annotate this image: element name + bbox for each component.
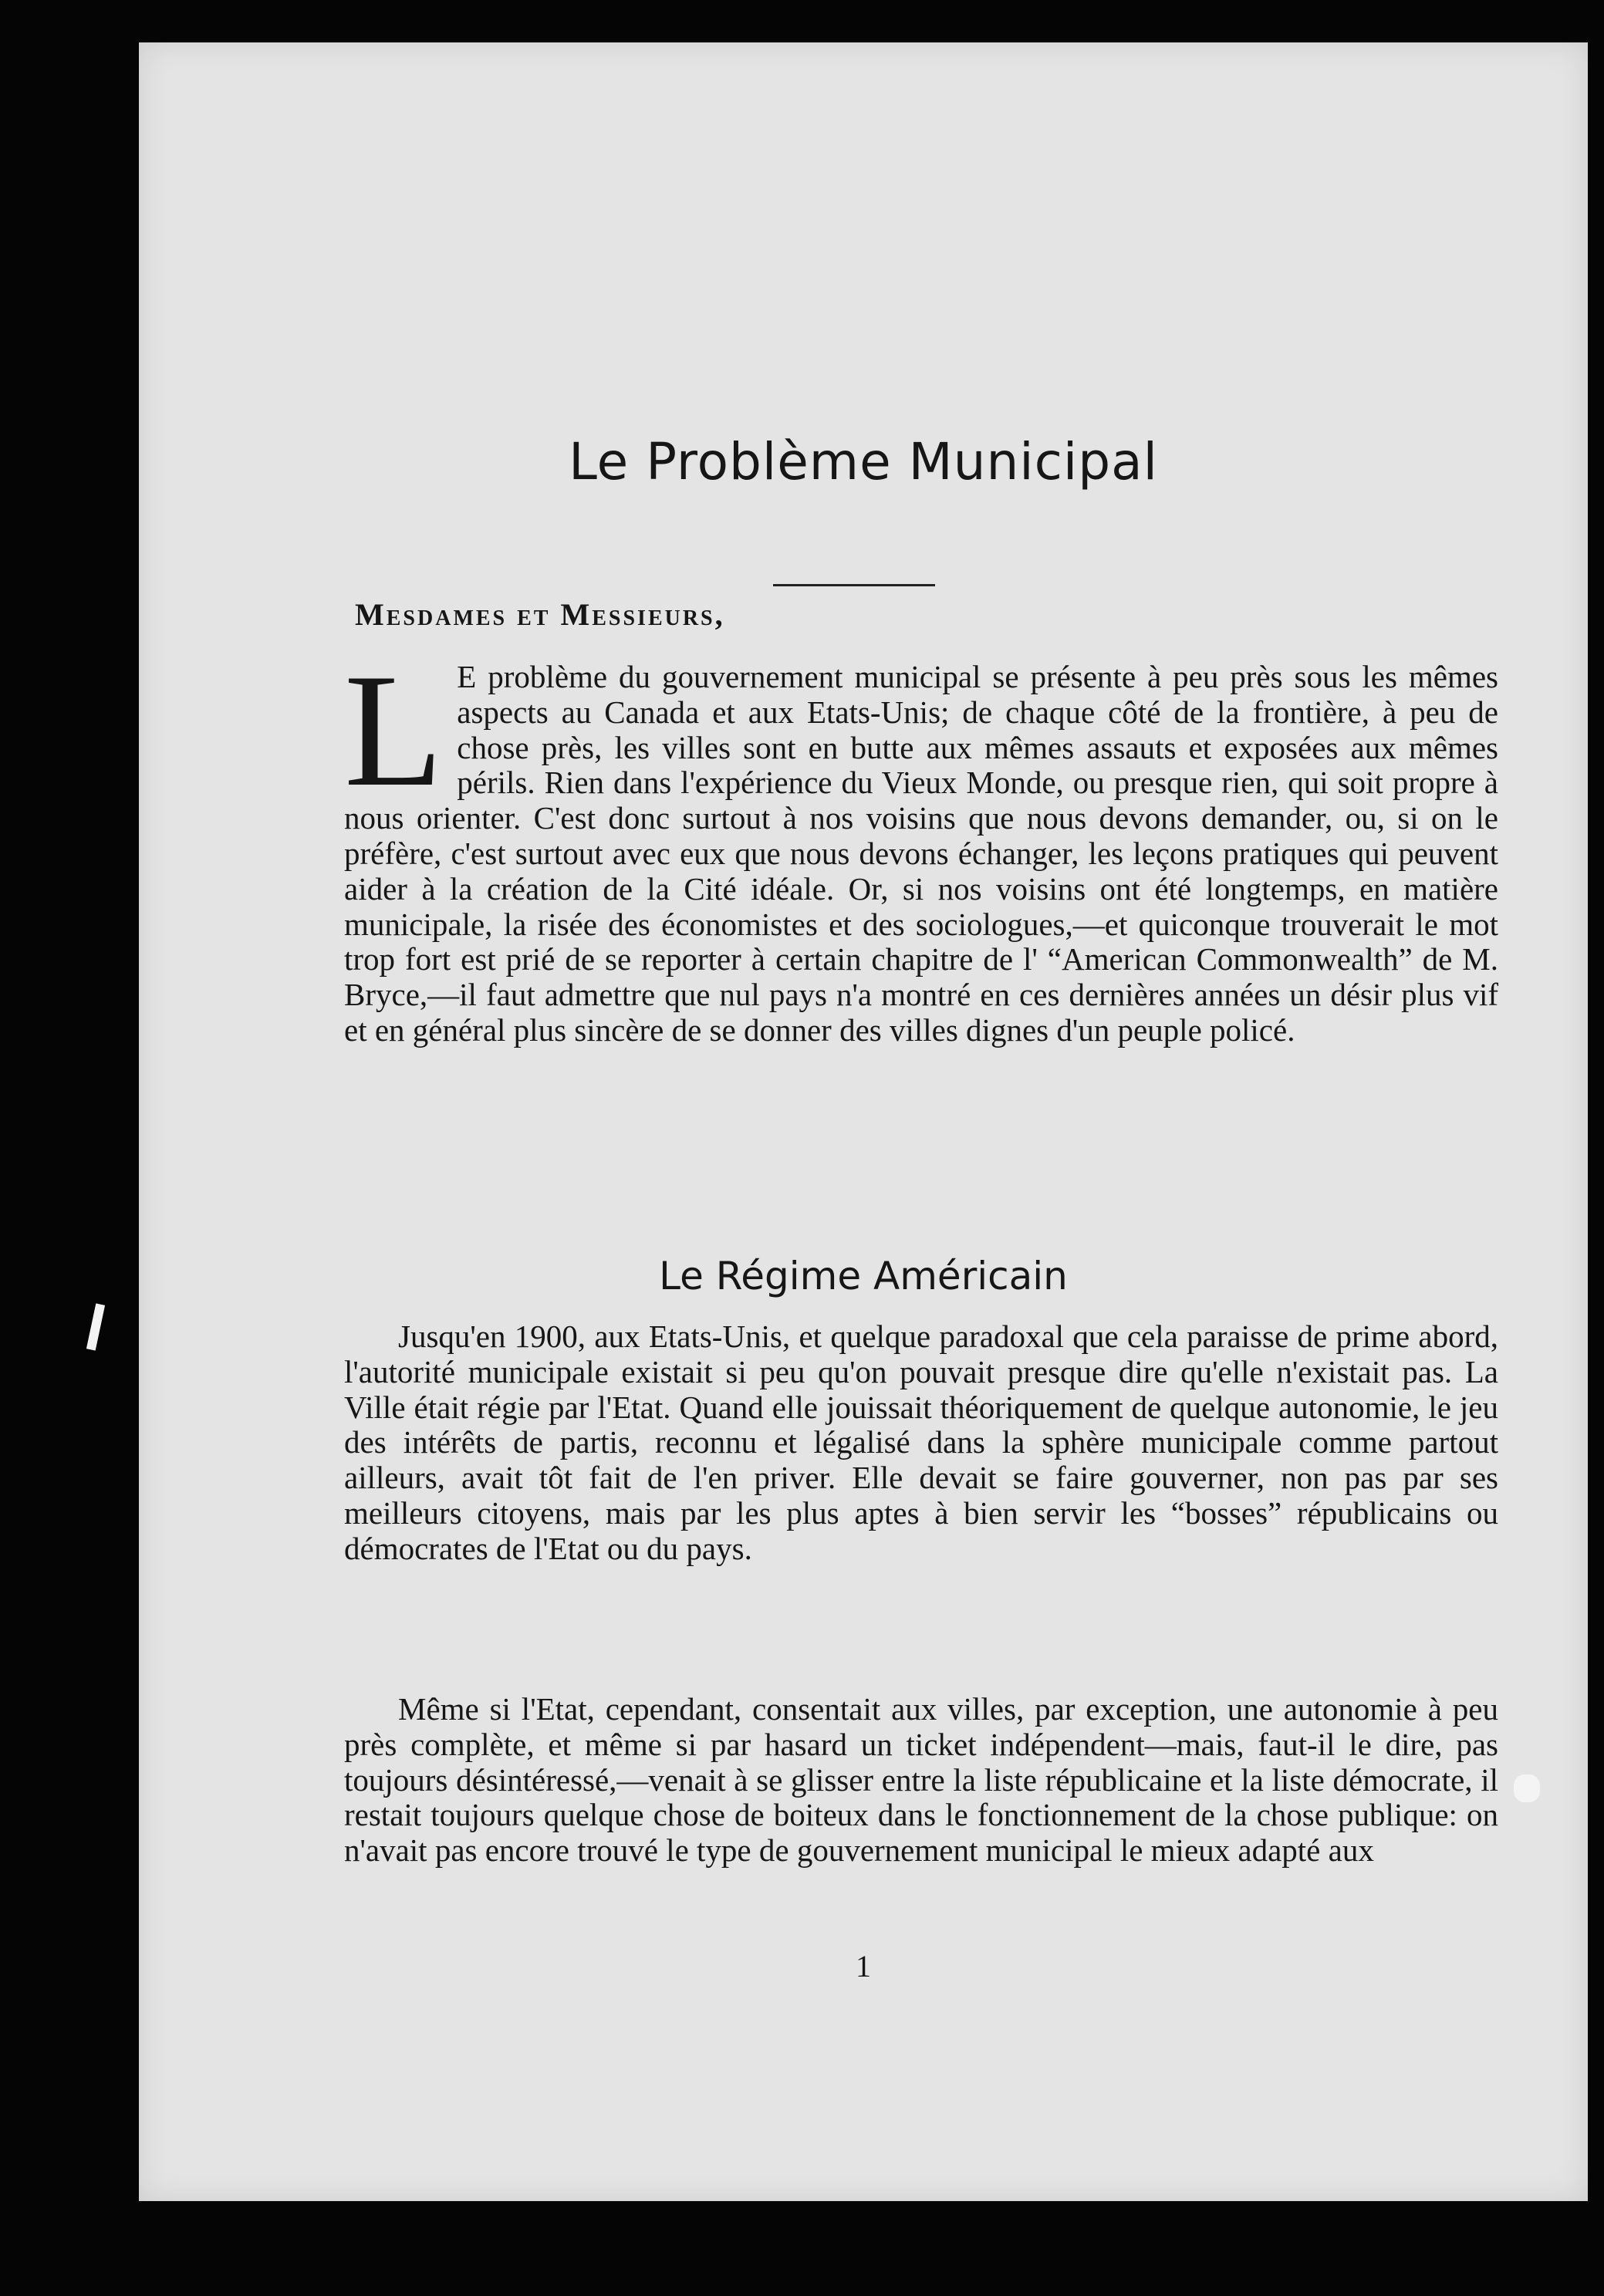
section-heading: Le Régime Américain — [659, 1254, 1068, 1298]
scan-artifact-right — [1514, 1774, 1540, 1802]
paragraph-2: Jusqu'en 1900, aux Etats-Unis, et quelque paradoxal que cela paraisse de prime abord, l'autorité municipale existait si peu qu'on pouvait presque dire qu'elle n'existait pas. La Ville était régie par l'Etat. Quand elle jouissait théoriquement de quelque autonomie, le jeu des intérêts de partis, reconnu et légalisé dans la sphère municipale comme partout ailleurs, avait tôt fait de l'en priver. Elle devait se faire gouverner, non pas par ses meilleurs citoyens, mais par les plus aptes à bien servir les “bosses” républicains ou démocrates de l'Etat ou du pays. — [344, 1319, 1498, 1566]
paragraph-1 — [344, 641, 1498, 1048]
scan-artifact-left — [86, 1303, 105, 1350]
salutation: Mesdames et Messieurs, — [355, 597, 725, 632]
paragraph-1-text: E problème du gouvernement municipal se présente à peu près sous les mêmes aspects au Canada et aux Etats-Unis; de chaque côté de la frontière, à peu de chose près, les villes sont en butte aux mêmes assauts et exposées aux mêmes périls. Rien dans l'expérience du Vieux Monde, ou presque rien, qui soit propre à nous orienter. C'est donc surtout à nos voisins que nous devons demander, ou, si on le préfère, c'est surtout avec eux que nous devons échanger, les leçons pratiques qui peuvent aider à la création de la Cité idéale. Or, si nos voisins ont été longtemps, en matière municipale, la risée des économistes et des sociologues,—et quiconque trouverait le mot trop fort est prié de se reporter à certain chapitre de l' “American Commonwealth” de M. Bryce,—il faut admettre que nul pays n'a montré en ces dernières années un désir plus vif et en général plus sincère de se donner des villes dignes d'un peuple policé. — [344, 659, 1498, 1048]
page-title: Le Problème Municipal — [569, 432, 1158, 491]
page-sheet — [139, 42, 1588, 2201]
document-body — [139, 42, 1588, 2201]
title-divider — [773, 584, 935, 586]
paragraph-3: Même si l'Etat, cependant, consentait aux villes, par exception, une autonomie à peu près complète, et même si par hasard un ticket indépendent—mais, faut-il le dire, pas toujours désintéressé,—venait à se glisser entre la liste républicaine et la liste démocrate, il restait toujours quelque chose de boiteux dans le fonctionnement de la chose publique: on n'avait pas encore trouvé le type de gouvernement municipal le mieux adapté aux — [344, 1691, 1498, 1869]
page-number: 1 — [856, 1949, 871, 1984]
drop-cap: L — [344, 641, 444, 820]
